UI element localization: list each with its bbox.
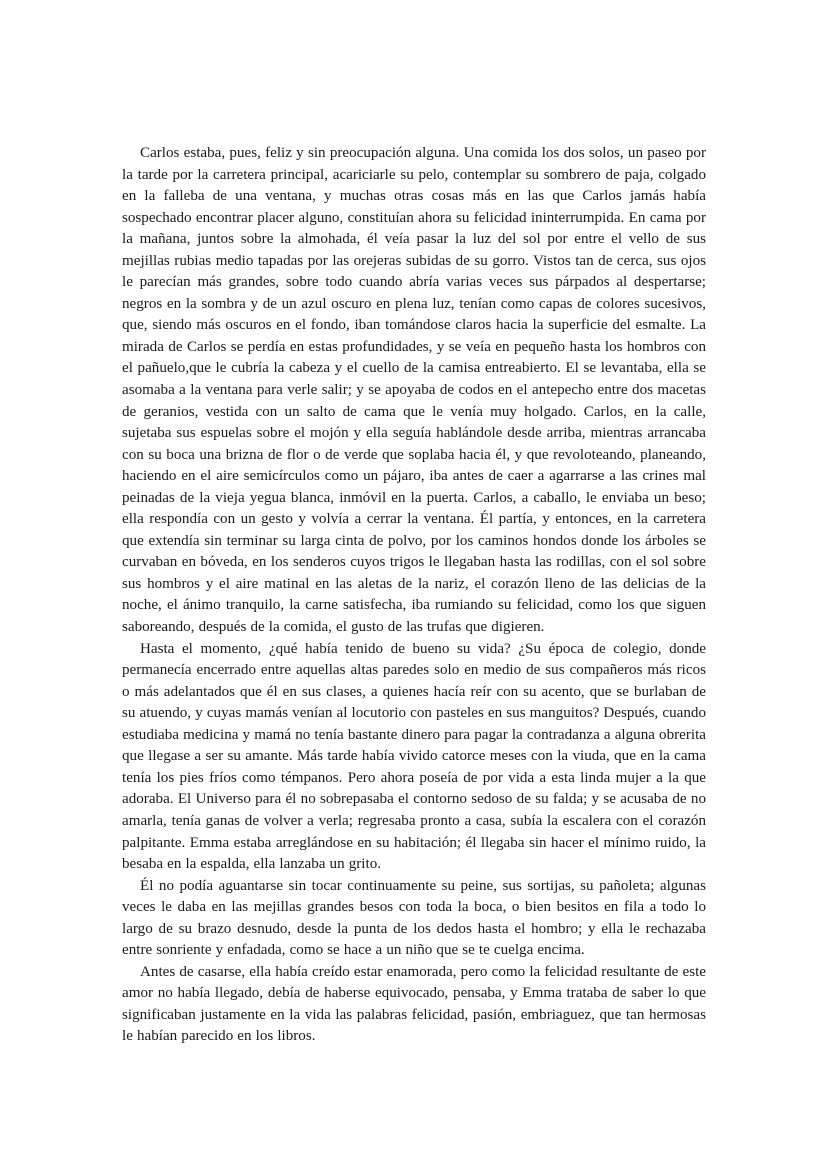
paragraph-3: Él no podía aguantarse sin tocar continuamente su peine, sus sortijas, su pañoleta; algunas veces le daba en las mejillas grandes besos con toda la boca, o bien besitos en fila a todo lo largo de su brazo desnudo, desde la punta de los dedos hasta el hombro; y ella le rechazaba entre sonriente y enfadada, como se hace a un niño que se te cuelga encima. bbox=[122, 877, 706, 959]
body-text-block bbox=[122, 143, 706, 1048]
paragraph-2: Hasta el momento, ¿qué había tenido de bueno su vida? ¿Su época de colegio, donde permanecía encerrado entre aquellas altas paredes solo en medio de sus compañeros más ricos o más adelantados que él en sus clases, a quienes hacía reír con su acento, que se burlaban de su atuendo, y cuyas mamás venían al locutorio con pasteles en sus manguitos? Después, cuando estudiaba medicina y mamá no tenía bastante dinero para pagar la contradanza a alguna obrerita que llegase a ser su amante. Más tarde había vivido catorce meses con la viuda, que en la cama tenía los pies fríos como témpanos. Pero ahora poseía de por vida a esta linda mujer a la que adoraba. El Universo para él no sobrepasaba el contorno sedoso de su falda; y se acusaba de no amarla, tenía ganas de volver a verla; regresaba pronto a casa, subía la escalera con el corazón palpitante. Emma estaba arreglándose en su habitación; él llegaba sin hacer el mínimo ruido, la besaba en la espalda, ella lanzaba un grito. bbox=[122, 640, 706, 873]
paragraph-4: Antes de casarse, ella había creído estar enamorada, pero como la felicidad resultante de este amor no había llegado, debía de haberse equivocado, pensaba, y Emma trataba de saber lo que significaban justamente en la vida las palabras felicidad, pasión, embriaguez, que tan hermosas le habían parecido en los libros. bbox=[122, 963, 706, 1045]
paragraph-1: Carlos estaba, pues, feliz y sin preocupación alguna. Una comida los dos solos, un paseo por la tarde por la carretera principal, acariciarle su pelo, contemplar su sombrero de paja, colgado en la falleba de una ventana, y muchas otras cosas más en las que Carlos jamás había sospechado encontrar placer alguno, constituían ahora su felicidad ininterrumpida. En cama por la mañana, juntos sobre la almohada, él veía pasar la luz del sol por entre el vello de sus mejillas rubias medio tapadas por las orejeras subidas de su gorro. Vistos tan de cerca, sus ojos le parecían más grandes, sobre todo cuando abría varias veces sus párpados al despertarse; negros en la sombra y de un azul oscuro en plena luz, tenían como capas de colores sucesivos, que, siendo más oscuros en el fondo, iban tomándose claros hacia la superficie del esmalte. La mirada de Carlos se perdía en estas profundidades, y se veía en pequeño hasta los hombros con el pañuelo,que le cubría la cabeza y el cuello de la camisa entreabierto. El se levantaba, ella se asomaba a la ventana para verle salir; y se apoyaba de codos en el antepecho entre dos macetas de geranios, vestida con un salto de cama que le venía muy holgado. Carlos, en la calle, sujetaba sus espuelas sobre el mojón y ella seguía hablándole desde arriba, mientras arrancaba con su boca una brizna de flor o de verde que soplaba hacia él, y que revoloteando, planeando, haciendo en el aire semicírculos como un pájaro, iba antes de caer a agarrarse a las crines mal peinadas de la vieja yegua blanca, inmóvil en la puerta. Carlos, a caballo, le enviaba un beso; ella respondía con un gesto y volvía a cerrar la ventana. Él partía, y entonces, en la carretera que extendía sin terminar su larga cinta de polvo, por los caminos hondos donde los árboles se curvaban en bóveda, en los senderos cuyos trigos le llegaban hasta las rodillas, con el sol sobre sus hombros y el aire matinal en las aletas de la nariz, el corazón lleno de las delicias de la noche, el ánimo tranquilo, la carne satisfecha, iba rumiando su felicidad, como los que siguen saboreando, después de la comida, el gusto de las trufas que digieren. bbox=[122, 145, 706, 636]
